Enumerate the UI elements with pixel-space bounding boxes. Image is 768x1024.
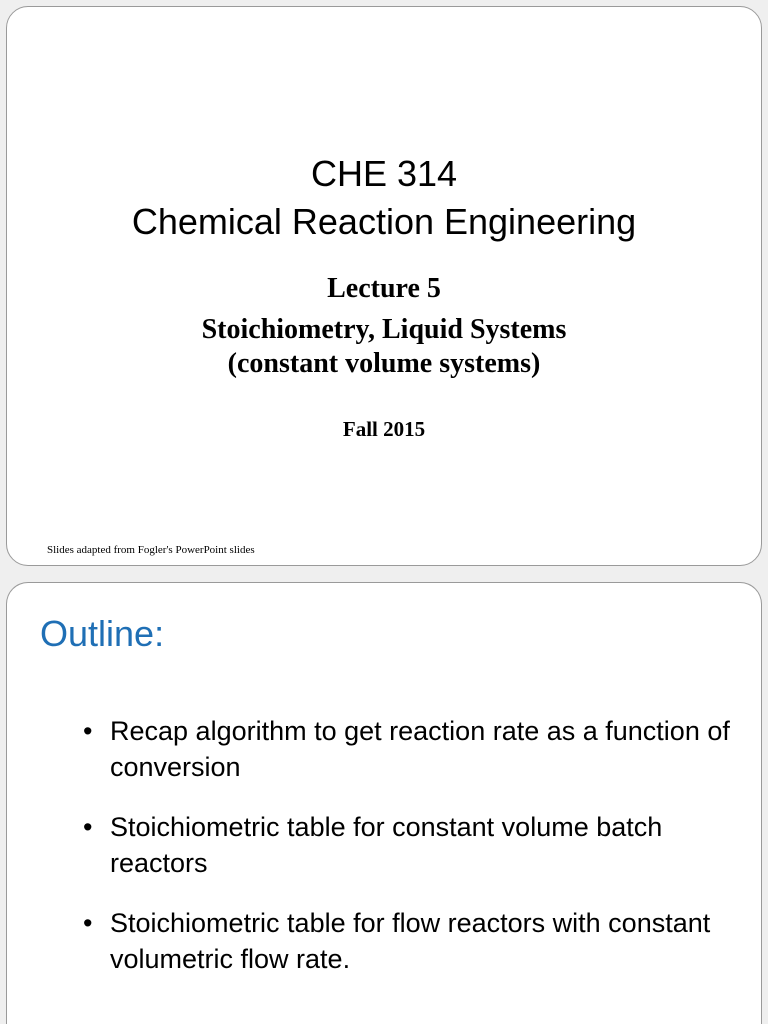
outline-item-text: Stoichiometric table for constant volume batch reactors	[110, 812, 663, 878]
term-label: Fall 2015	[342, 417, 426, 441]
lecture-topic	[7, 313, 761, 381]
course-code: CHE 314	[310, 153, 458, 194]
outline-item-text: Stoichiometric table for flow reactors with constant volumetric flow rate.	[110, 908, 711, 974]
outline-item	[83, 713, 743, 785]
bullet-icon: •	[83, 812, 93, 842]
title-slide	[6, 6, 762, 566]
outline-list	[83, 713, 743, 1001]
bullet-icon: •	[83, 908, 93, 938]
slide-credit: Slides adapted from Fogler's PowerPoint slides	[47, 544, 255, 556]
outline-item-text: Recap algorithm to get reaction rate as a function of conversion	[110, 716, 730, 782]
course-name: Chemical Reaction Engineering	[131, 201, 637, 242]
outline-title: Outline:	[40, 613, 165, 654]
lecture-topic-line-1: Stoichiometry, Liquid Systems	[201, 314, 567, 345]
outline-item	[83, 905, 743, 977]
outline-slide	[6, 582, 762, 1024]
outline-item	[83, 809, 743, 881]
lecture-number: Lecture 5	[327, 273, 441, 304]
lecture-topic-line-2: (constant volume systems)	[227, 348, 541, 379]
bullet-icon: •	[83, 716, 93, 746]
